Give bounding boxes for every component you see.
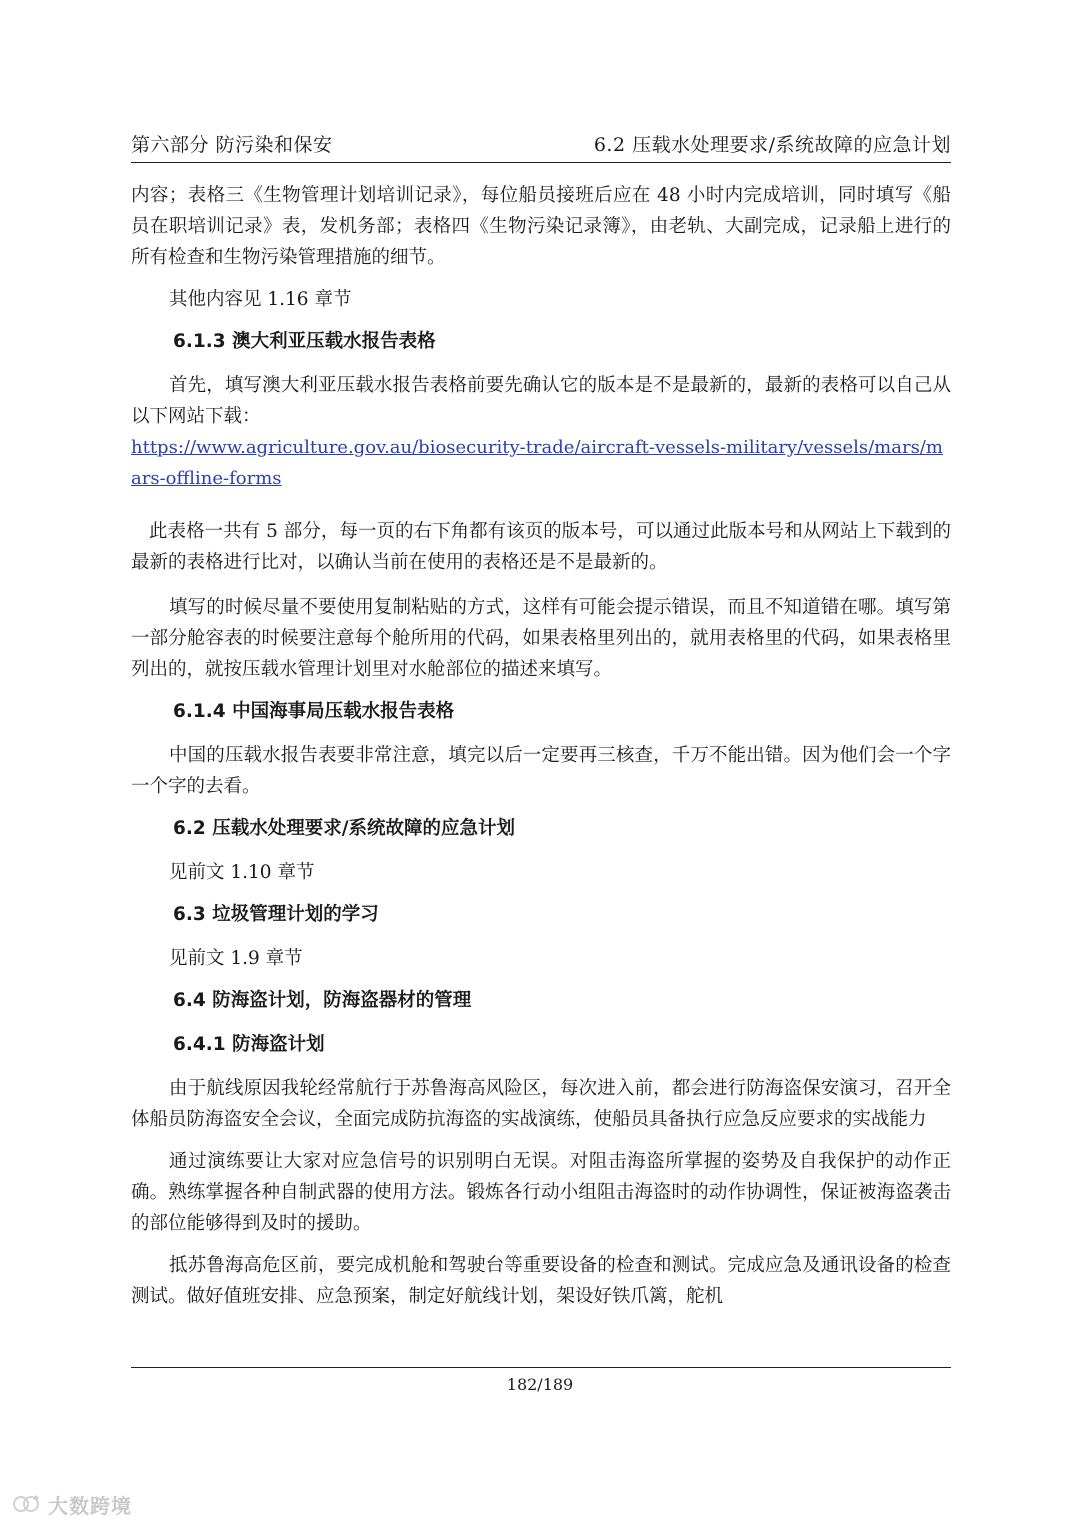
paragraph: 见前文 1.9 章节 (169, 948, 303, 969)
page-header (131, 126, 951, 163)
download-link[interactable]: https://www.agriculture.gov.au/biosecurity-trade/aircraft-vessels-military/vessels/mars/mars-offline-forms (131, 437, 943, 489)
link-paragraph (131, 432, 951, 494)
section-heading-6-1-4: 6.1.4 中国海事局压载水报告表格 (173, 701, 455, 722)
section-heading-6-1-3: 6.1.3 澳大利亚压载水报告表格 (173, 331, 436, 352)
watermark-text: 大数跨境 (48, 1493, 132, 1518)
section-heading-6-2: 6.2 压载水处理要求/系统故障的应急计划 (173, 818, 515, 839)
paragraph: 首先，填写澳大利亚压载水报告表格前要先确认它的版本是不是最新的，最新的表格可以自己从以下网站下载： (131, 375, 951, 427)
paragraph: 由于航线原因我轮经常航行于苏鲁海高风险区，每次进入前，都会进行防海盗保安演习，召开全体船员防海盗安全会议，全面完成防抗海盗的实战演练，使船员具备执行应急反应要求的实战能力 (131, 1078, 951, 1130)
page-number: 182/189 (506, 1375, 574, 1394)
paragraph: 填写的时候尽量不要使用复制粘贴的方式，这样有可能会提示错误，而且不知道错在哪。填写第一部分舱容表的时候要注意每个舱所用的代码，如果表格里列出的，就用表格里的代码，如果表格里列出的，就按压载水管理计划里对水舱部位的描述来填写。 (131, 597, 951, 680)
header-section-title: 第六部分 防污染和保安 (131, 134, 333, 156)
section-heading-6-4: 6.4 防海盗计划，防海盗器材的管理 (173, 990, 472, 1011)
paragraph: 通过演练要让大家对应急信号的识别明白无误。对阻击海盗所掌握的姿势及自我保护的动作正确。熟练掌握各种自制武器的使用方法。锻炼各行动小组阻击海盗时的动作协调性，保证被海盗袭击的部位能够得到及时的援助。 (131, 1151, 951, 1234)
header-chapter-title: 6.2 压载水处理要求/系统故障的应急计划 (593, 134, 951, 156)
page-content (131, 180, 951, 1323)
section-heading-6-4-1: 6.4.1 防海盗计划 (173, 1034, 325, 1055)
paragraph: 中国的压载水报告表要非常注意，填完以后一定要再三核查，千万不能出错。因为他们会一个字一个字的去看。 (131, 745, 951, 797)
paragraph: 内容；表格三《生物管理计划培训记录》，每位船员接班后应在 48 小时内完成培训，同时填写《船员在职培训记录》表，发机务部；表格四《生物污染记录簿》，由老轨、大副完成，记录船上进行的所有检查和生物污染管理措施的细节。 (131, 185, 951, 268)
paragraph: 其他内容见 1.16 章节 (169, 289, 352, 310)
section-heading-6-3: 6.3 垃圾管理计划的学习 (173, 904, 379, 925)
paragraph: 此表格一共有 5 部分，每一页的右下角都有该页的版本号，可以通过此版本号和从网站上下载到的最新的表格进行比对，以确认当前在使用的表格还是不是最新的。 (131, 521, 951, 573)
paragraph: 见前文 1.10 章节 (169, 862, 315, 883)
paragraph: 抵苏鲁海高危区前，要完成机舱和驾驶台等重要设备的检查和测试。完成应急及通讯设备的检查测试。做好值班安排、应急预案，制定好航线计划，架设好铁爪篱，舵机 (131, 1255, 951, 1307)
footer-rule (131, 1367, 951, 1368)
watermark-logo-icon (12, 1492, 42, 1516)
watermark (12, 1490, 132, 1518)
